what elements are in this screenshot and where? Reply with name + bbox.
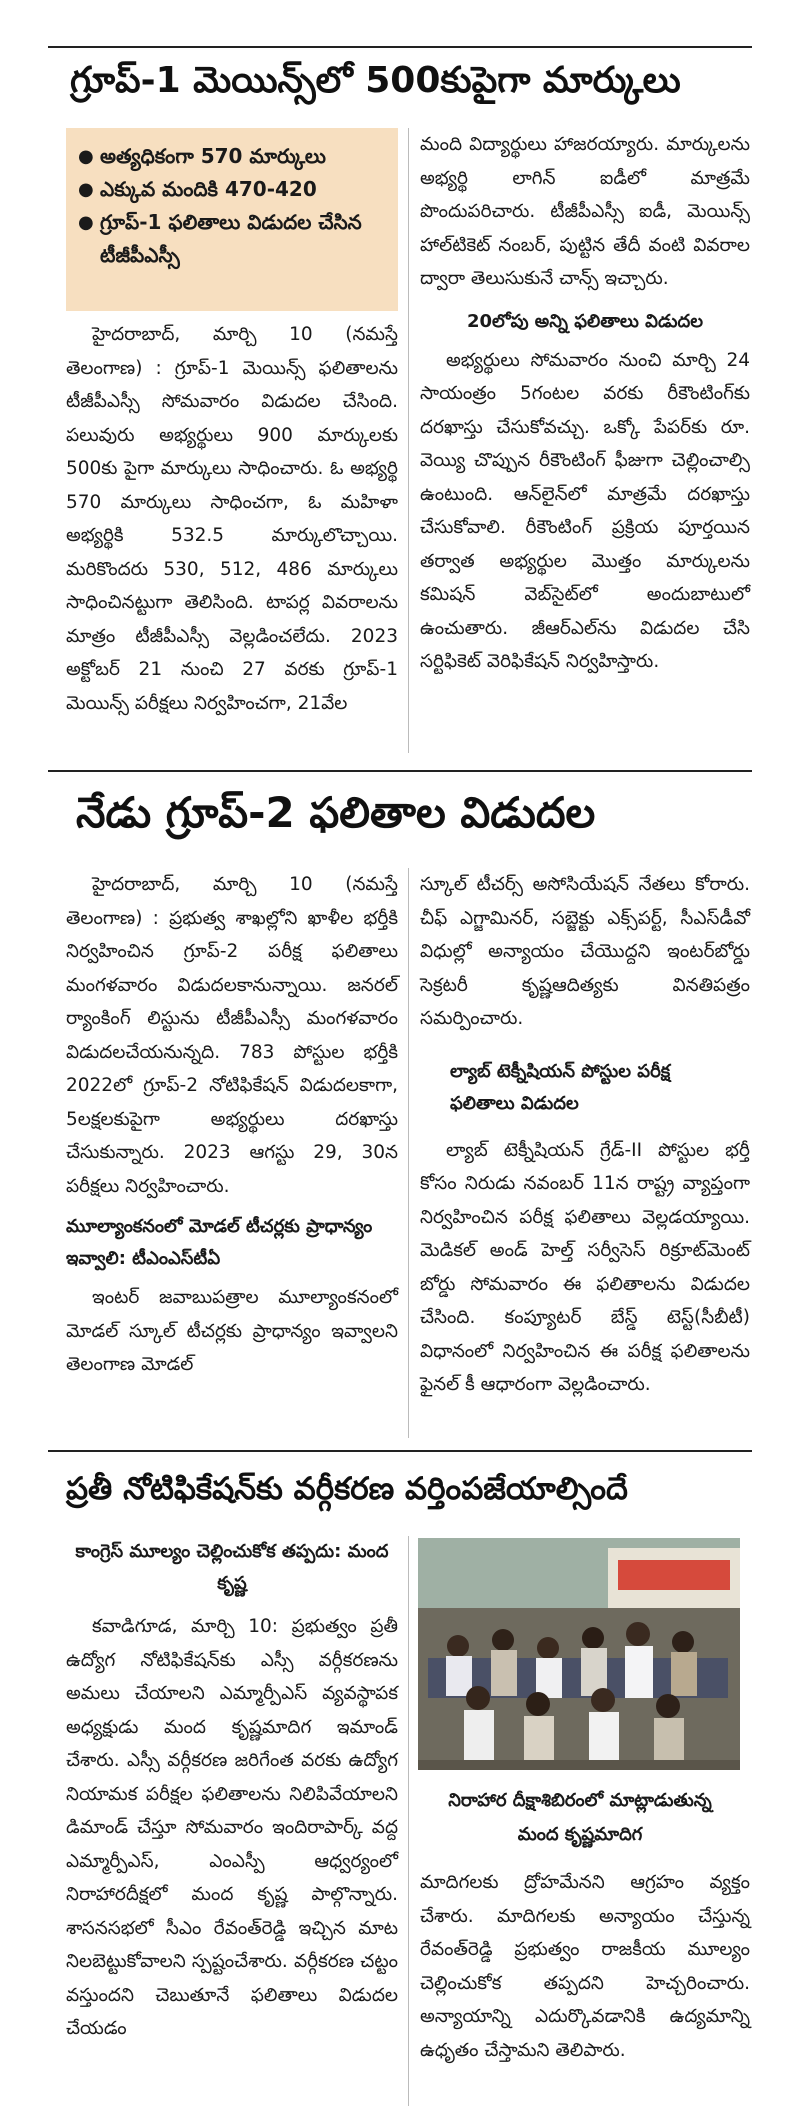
article2-headline: నేడు గ్రూప్‌-2 ఫలితాల విడుదల bbox=[76, 788, 596, 837]
article1-body-continued: మంది విద్యార్థులు హాజరయ్యారు. మార్కులను అభ్యర్థి లాగిన్‌ ఐడీలో మాత్రమే పొందుపరిచారు. టీజీపీఎస్సీ ఐడీ, మెయిన్స్‌ హాల్‌టికెట్‌ నంబర్‌, పుట్టిన తేదీ వంటి వివరాల ద్వారా తెలుసుకునే చాన్స్‌ ఇచ్చారు. bbox=[420, 134, 750, 289]
section-rule bbox=[48, 1450, 752, 1452]
article3-headline: ప్రతీ నోటిఫికేషన్‌కు వర్గీకరణ వర్తింపజేయాల్సిందే bbox=[66, 1471, 628, 1507]
article3-body-continued: మాదిగలకు ద్రోహమేనని ఆగ్రహం వ్యక్తం చేశారు. మాదిగలకు అన్యాయం చేస్తున్న రేవంత్‌రెడ్డి ప్రభుత్వం రాజకీయ మూల్యం చెల్లించుకోక తప్పదని హెచ్చరించారు. అన్యాయాన్ని ఎదుర్కొవడానికి ఉద్యమాన్ని ఉధృతం చేస్తామని తెలిపారు. bbox=[420, 1872, 750, 2061]
section-rule bbox=[48, 770, 752, 772]
column-divider bbox=[408, 868, 409, 1438]
article2-column1 bbox=[66, 868, 398, 1382]
article2-column2 bbox=[420, 868, 750, 1402]
bullet-icon: ● bbox=[78, 179, 94, 200]
article2-subhead-model-teachers: మూల్యాంకనంలో మోడల్‌ టీచర్లకు ప్రాధాన్యం ఇవ్వాలి: టీఎంఎస్‌టీఏ bbox=[66, 1216, 373, 1269]
article1-body-recount: అభ్యర్థులు సోమవారం నుంచి మార్చి 24 సాయంత్రం 5గంటల వరకు రీకౌంటింగ్‌కు దరఖాస్తు చేసుకోవచ్చు. ఒక్కో పేపర్‌కు రూ. వెయ్యి చొప్పున రీకౌంటింగ్‌ ఫీజుగా చెల్లించాల్సి ఉంటుంది. ఆన్‌లైన్‌లో మాత్రమే దరఖాస్తు చేసుకోవాలి. రీకౌంటింగ్‌ ప్రక్రియ పూర్తయిన తర్వాత అభ్యర్థుల మొత్తం మార్కులను కమిషన్‌ వెబ్‌సైట్‌లో అందుబాటులో ఉంచుతారు. జీఆర్‌ఎల్‌ను విడుదల చేసి సర్టిఫికెట్‌ వెరిఫికేషన్‌ నిర్వహిస్తారు. bbox=[420, 349, 750, 672]
column-divider bbox=[408, 128, 409, 753]
article2-body-continued: స్కూల్‌ టీచర్స్‌ అసోసియేషన్‌ నేతలు కోరారు. చీఫ్‌ ఎగ్జామినర్‌, సబ్జెక్టు ఎక్స్‌పర్ట్‌, సీఎస్‌డీవో విధుల్లో అన్యాయం చేయొద్దని ఇంటర్‌బోర్డు సెక్రటరీ కృష్ణఆదిత్యకు వినతిపత్రం సమర్పించారు. bbox=[420, 874, 750, 1029]
highlight-item: ● ఎక్కువ మందికి 470-420 bbox=[78, 173, 384, 206]
top-rule bbox=[48, 46, 752, 48]
article2-body-model-teachers: ఇంటర్‌ జవాబుపత్రాల మూల్యాంకనంలో మోడల్‌ స్కూల్‌ టీచర్లకు ప్రాధాన్యం ఇవ్వాలని తెలంగాణ మోడల్‌ bbox=[66, 1287, 398, 1375]
article1-column1 bbox=[66, 318, 398, 720]
highlight-item: ● గ్రూప్‌-1 ఫలితాలు విడుదల చేసిన టీజీపీఎస్సీ bbox=[78, 206, 384, 272]
article3-column1 bbox=[66, 1536, 398, 2046]
protest-photo-image bbox=[418, 1538, 740, 1770]
protest-photo bbox=[418, 1538, 740, 1770]
article1-highlights-box bbox=[66, 128, 398, 311]
article2-subhead-lab-technician: ల్యాబ్‌ టెక్నీషియన్‌ పోస్టుల పరీక్ష ఫలితాలు విడుదల bbox=[450, 1060, 671, 1114]
article3-subhead: కాంగ్రెస్‌ మూల్యం చెల్లించుకోక తప్పదు: మంద కృష్ణ bbox=[75, 1541, 389, 1594]
bullet-icon: ● bbox=[78, 146, 94, 167]
article1-column2 bbox=[420, 128, 750, 679]
article3-column2 bbox=[420, 1866, 750, 2067]
highlight-item: ● అత్యధికంగా 570 మార్కులు bbox=[78, 140, 384, 173]
article1-subhead: 20లోపు అన్ని ఫలితాలు విడుదల bbox=[467, 310, 703, 332]
photo-caption: నిరాహార దీక్షాశిబిరంలో మాట్లాడుతున్న మంద కృష్ణమాదిగ bbox=[448, 1790, 712, 1845]
article2-body: హైదరాబాద్‌, మార్చి 10 (నమస్తే తెలంగాణ) : ప్రభుత్వ శాఖల్లోని ఖాళీల భర్తీకి నిర్వహించిన గ్రూప్‌-2 పరీక్ష ఫలితాలు మంగళవారం విడుదలకానున్నాయి. జనరల్‌ ర్యాంకింగ్‌ లిస్టును టీజీపీఎస్సీ మంగళవారం విడుదలచేయనున్నది. 783 పోస్టుల భర్తీకి 2022లో గ్రూప్‌-2 నోటిఫికేషన్‌ విడుదలకాగా, 5లక్షలకుపైగా అభ్యర్థులు దరఖాస్తు చేసుకున్నారు. 2023 ఆగస్టు 29, 30న పరీక్షలు నిర్వహించారు. bbox=[66, 874, 398, 1197]
bullet-icon: ● bbox=[78, 212, 94, 233]
article2-body-lab-technician: ల్యాబ్‌ టెక్నీషియన్‌ గ్రేడ్‌-II పోస్టుల భర్తీ కోసం నిరుడు నవంబర్‌ 11న రాష్ట్ర వ్యాప్తంగా నిర్వహించిన పరీక్ష ఫలితాలు వెల్లడయ్యాయి. మెడికల్‌ అండ్‌ హెల్త్‌ సర్వీసెస్‌ రిక్రూట్‌మెంట్‌ బోర్డు సోమవారం ఈ ఫలితాలను విడుదల చేసింది. కంప్యూటర్‌ బేస్డ్‌ టెస్ట్‌(సీబీటీ) విధానంలో నిర్వహించిన ఈ పరీక్ష ఫలితాలను ఫైనల్‌ కీ ఆధారంగా వెల్లడించారు. bbox=[420, 1139, 750, 1395]
article3-body: కవాడిగూడ, మార్చి 10: ప్రభుత్వం ప్రతీ ఉద్యోగ నోటిఫికేషన్‌కు ఎస్సీ వర్గీకరణను అమలు చేయాలని ఎమ్మార్పీఎస్‌ వ్యవస్థాపక అధ్యక్షుడు మంద కృష్ణమాదిగ ఇమాండ్‌ చేశారు. ఎస్సీ వర్గీకరణ జరిగేంత వరకు ఉద్యోగ నియామక పరీక్షల ఫలితాలను నిలిపివేయాలని డిమాండ్‌ చేస్తూ సోమవారం ఇందిరాపార్క్‌ వద్ద ఎమ్మార్పీఎస్‌, ఎంఎస్పీ ఆధ్వర్యంలో నిరాహారదీక్షలో మంద కృష్ణ పాల్గొన్నారు. శాసనసభలో సీఎం రేవంత్‌రెడ్డి ఇచ్చిన మాట నిలబెట్టుకోవాలని స్పష్టంచేశారు. వర్గీకరణ చట్టం వస్తుందని చెబుతూనే ఫలితాలు విడుదల చేయడం bbox=[66, 1616, 398, 2039]
article1-headline: గ్రూప్‌-1 మెయిన్స్‌లో 500కుపైగా మార్కులు bbox=[70, 60, 681, 101]
article1-body: హైదరాబాద్‌, మార్చి 10 (నమస్తే తెలంగాణ) : గ్రూప్‌-1 మెయిన్స్‌ ఫలితాలను టీజీపీఎస్సీ సోమవారం విడుదల చేసింది. పలువురు అభ్యర్థులు 900 మార్కులకు 500కు పైగా మార్కులు సాధించారు. ఓ అభ్యర్థి 570 మార్కులు సాధించగా, ఓ మహిళా అభ్యర్థికి 532.5 మార్కులొచ్చాయి. మరికొందరు 530, 512, 486 మార్కులు సాధించినట్టుగా తెలిసింది. టాపర్ల వివరాలను మాత్రం టీజీపీఎస్సీ వెల్లడించలేదు. 2023 అక్టోబర్‌ 21 నుంచి 27 వరకు గ్రూప్‌-1 మెయిన్స్‌ పరీక్షలు నిర్వహించగా, 21వేల bbox=[66, 324, 398, 714]
column-divider bbox=[408, 1536, 409, 2106]
